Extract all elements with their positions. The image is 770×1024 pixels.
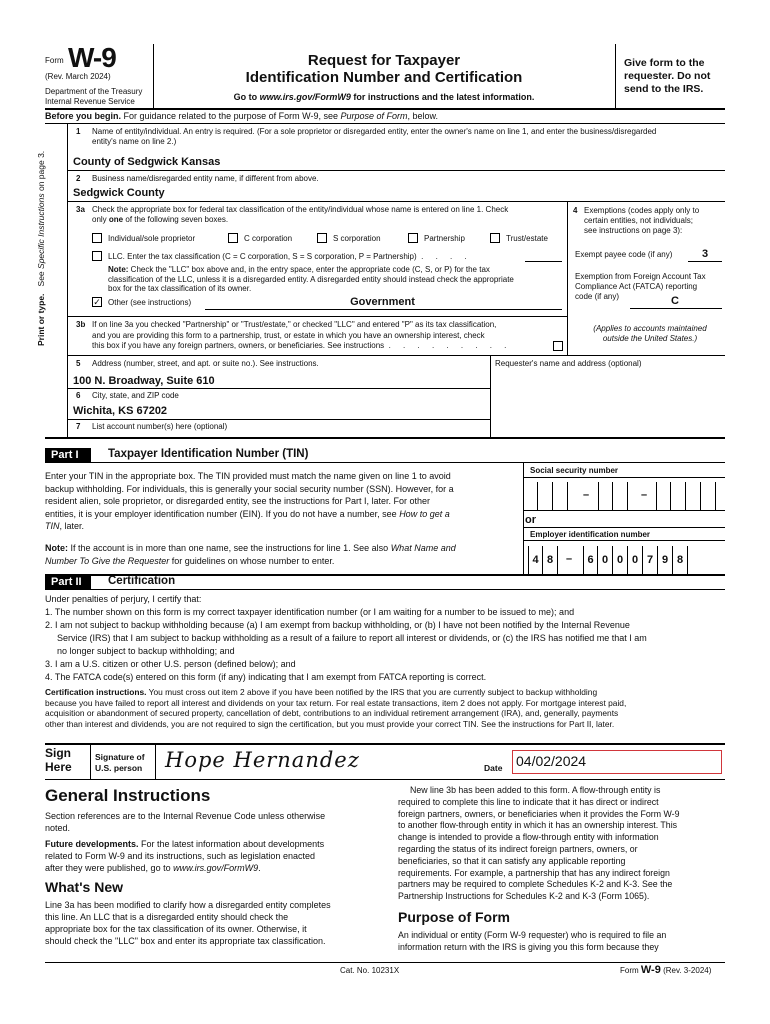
partnership-label: Partnership	[424, 234, 465, 243]
line3b-number: 3b	[76, 320, 86, 329]
line3a-number: 3a	[76, 205, 85, 214]
line2-business-name-field[interactable]: Sedgwick County	[73, 187, 165, 199]
give-form-note: Give form to the requester. Do not send to the IRS.	[624, 57, 711, 95]
line6-number: 6	[76, 391, 81, 400]
line4-number: 4	[573, 206, 578, 215]
llc-classification-field[interactable]	[525, 261, 562, 262]
llc-note: Note: Check the "LLC" box above and, in the entry space, enter the appropriate code (C, S, or P) for the tax classification of the LLC, unless it is a disregarded entity. A disregarded entity should instead check the appropriate box for the tax classification of its owner.	[108, 265, 514, 293]
other-checkbox[interactable]: ✓	[93, 297, 101, 307]
address-field[interactable]: 100 N. Broadway, Suite 610	[73, 375, 215, 387]
department-line1: Department of the Treasury	[45, 87, 143, 96]
fatca-code-field[interactable]: C	[671, 295, 679, 307]
ein-digit: 4	[528, 546, 543, 574]
c-corporation-label: C corporation	[244, 234, 293, 243]
ein-digit: 7	[643, 546, 658, 574]
general-intro: Section references are to the Internal Revenue Code unless otherwise noted.	[45, 811, 326, 833]
line5-label: Address (number, street, and apt. or suite no.). See instructions.	[92, 359, 319, 368]
footer-form-id: Form W-9 (Rev. 3-2024)	[620, 964, 712, 976]
line5-number: 5	[76, 359, 81, 368]
catalog-number: Cat. No. 10231X	[340, 966, 400, 975]
line2-label: Business name/disregarded entity name, if different from above.	[92, 174, 319, 183]
right-column-text: New line 3b has been added to this form. A flow-through entity is required to complete this line to indicate that it has direct or indirect foreign partners, owners, or beneficiaries when it provides the Form W-9 to another flow-through entity in which it has an ownership interest. This change is intended to provide a flow-through entity with information regarding the status of its indirect foreign partners, owners, or beneficiaries, so that it can satisfy any applicable reporting requirements. For example, a partnership that has any indirect foreign partners may be required to complete Schedules K-2 and K-3. See the Partnership Instructions for Schedules K-2 and K-3 (Form 1065).	[398, 785, 680, 902]
date-field[interactable]: 04/02/2024	[512, 750, 722, 774]
general-instructions-heading: General Instructions	[45, 786, 211, 805]
part2-title: Certification	[108, 575, 176, 587]
or-label: or	[525, 514, 536, 526]
signature-field[interactable]: Hope Hernandez	[165, 748, 360, 772]
future-developments: Future developments. For the latest information about developments related to Form W-9 and its instructions, such as legislation enacted after they were published, go to www.irs.gov/FormW9.	[45, 839, 325, 873]
goto-instructions: Go to www.irs.gov/FormW9 for instructions and the latest information.	[233, 92, 535, 102]
part1-note: Note: If the account is in more than one name, see the instructions for line 1. See also What Name and Number To Give the Requester for guidelines on whose number to enter.	[45, 543, 456, 566]
form-label: Form	[45, 56, 64, 65]
exempt-payee-code-field[interactable]: 3	[701, 248, 709, 260]
form-title-line1: Request for Taxpayer	[307, 52, 461, 69]
foreign-partners-checkbox[interactable]	[553, 341, 563, 351]
part1-instructions: Enter your TIN in the appropriate box. The TIN provided must match the name given on line 1 to avoid backup withholding. For individuals, this is generally your social security number (SSN). However, for a resident alien, sole proprietor, or disregarded entity, see the instructions for Part I, later. For other entities, it is your employer identification number (EIN). If you do not have a number, see How to get a TIN, later.	[45, 471, 454, 531]
s-corporation-checkbox[interactable]	[317, 233, 327, 243]
individual-checkbox[interactable]	[92, 233, 102, 243]
fatca-label: Exemption from Foreign Account Tax Compliance Act (FATCA) reporting code (if any)	[575, 272, 706, 301]
ein-digit: 6	[583, 546, 598, 574]
partnership-checkbox[interactable]	[408, 233, 418, 243]
line3a-label: Check the appropriate box for federal tax classification of the entity/individual whose name is entered on line 1. Check only one of the following seven boxes.	[92, 205, 509, 224]
part2-tag: Part II	[45, 575, 91, 589]
part1-title: Taxpayer Identification Number (TIN)	[108, 448, 309, 460]
ein-digit: 9	[658, 546, 673, 574]
ein-field[interactable]: 4 8 – 6 0 0 0 7 9 8	[528, 546, 718, 574]
s-corporation-label: S corporation	[333, 234, 381, 243]
line3b-text: If on line 3a you checked "Partnership" or "Trust/estate," or checked "LLC" and entered "P" as its tax classification, and you are providing this form to a partnership, trust, or estate in which you have an ownership interest, check this box if you have any foreign partners, owners, or beneficiaries. See instructions . . . . . . . . .	[92, 320, 512, 350]
llc-label: LLC. Enter the tax classification (C = C corporation, S = S corporation, P = Partnership) . . . .	[108, 252, 472, 261]
ein-digit: 0	[613, 546, 628, 574]
part1-tag: Part I	[45, 448, 91, 462]
purpose-of-form-heading: Purpose of Form	[398, 909, 511, 925]
whats-new-heading: What's New	[45, 879, 124, 895]
trust-estate-checkbox[interactable]	[490, 233, 500, 243]
before-you-begin: Before you begin. For guidance related to the purpose of Form W-9, see Purpose of Form, below.	[45, 111, 439, 121]
certification-instructions: Certification instructions. You must cross out item 2 above if you have been notified by the IRS that you are currently subject to backup withholding because you have failed to report all interest and dividends on your tax return. For real estate transactions, item 2 does not apply. For mortgage interest paid, acquisition or abandonment of secured property, cancellation of debt, contributions to an individual retirement arrangement (IRA), and, generally, payments other than interest and dividends, you are not required to sign the certification, but you must provide your correct TIN. See the instructions for Part II, later.	[45, 687, 627, 729]
fatca-applies-note: (Applies to accounts maintained outside the United States.)	[593, 324, 707, 343]
certification-items: Under penalties of perjury, I certify that: 1. The number shown on this form is my correct taxpayer identification number (or I am waiting for a number to be issued to me); and 2. I am not subject to backup withholding because (a) I am exempt from backup withholding, or (b) I have not been notified by the Internal Revenue Service (IRS) that I am subject to backup withholding as a result of a failure to report all interest or dividends, or (c) the IRS has notified me that I am no longer subject to backup withholding; and 3. I am a U.S. citizen or other U.S. person (defined below); and 4. The FATCA code(s) entered on this form (if any) indicating that I am exempt from FATCA reporting is correct.	[45, 594, 647, 682]
ssn-label: Social security number	[530, 466, 619, 475]
line1-label: Name of entity/individual. An entry is required. (For a sole proprietor or disregarded entity, enter the owner's name on line 1, and enter the business/disregarded entity's name on line 2.)	[92, 127, 657, 146]
llc-checkbox[interactable]	[92, 251, 102, 261]
requester-name-address-label: Requester's name and address (optional)	[495, 359, 642, 368]
ein-digit: 0	[598, 546, 613, 574]
signature-label: Signature of U.S. person	[95, 752, 145, 773]
ein-label: Employer identification number	[530, 530, 651, 539]
side-label: Print or type. See Specific Instructions on page 3.	[36, 150, 46, 346]
trust-estate-label: Trust/estate	[506, 234, 548, 243]
exempt-payee-label: Exempt payee code (if any)	[575, 250, 673, 259]
ein-digit: 0	[628, 546, 643, 574]
whats-new-text: Line 3a has been modified to clarify how a disregarded entity completes this line. An LLC that is a disregarded entity should check the appropriate box for the tax classification of its owner. Otherwise, it should check the "LLC" box and enter its appropriate tax classification.	[45, 900, 331, 946]
line6-label: City, state, and ZIP code	[92, 391, 179, 400]
form-title-line2: Identification Number and Certification	[245, 69, 523, 86]
line2-number: 2	[76, 174, 81, 183]
c-corporation-checkbox[interactable]	[228, 233, 238, 243]
line1-number: 1	[76, 127, 81, 136]
department-line2: Internal Revenue Service	[45, 97, 135, 106]
purpose-of-form-text: An individual or entity (Form W-9 requester) who is required to file an information return with the IRS is giving you this form because they	[398, 930, 667, 952]
line7-label: List account number(s) here (optional)	[92, 422, 228, 431]
line4-label: Exemptions (codes apply only to certain entities, not individuals; see instructions on page 3):	[584, 206, 700, 235]
line1-name-field[interactable]: County of Sedgwick Kansas	[73, 156, 221, 168]
sign-here-label: Sign Here	[45, 746, 72, 774]
revision-date: (Rev. March 2024)	[45, 72, 111, 81]
ein-digit: 8	[543, 546, 558, 574]
date-label: Date	[484, 763, 503, 773]
ssn-field[interactable]: – –	[523, 482, 725, 510]
other-classification-field[interactable]: Government	[350, 296, 415, 308]
city-state-zip-field[interactable]: Wichita, KS 67202	[73, 405, 168, 417]
other-label: Other (see instructions)	[108, 298, 192, 307]
form-number: W-9	[68, 42, 116, 73]
ein-digit: 8	[673, 546, 688, 574]
individual-label: Individual/sole proprietor	[108, 234, 196, 243]
line7-number: 7	[76, 422, 81, 431]
